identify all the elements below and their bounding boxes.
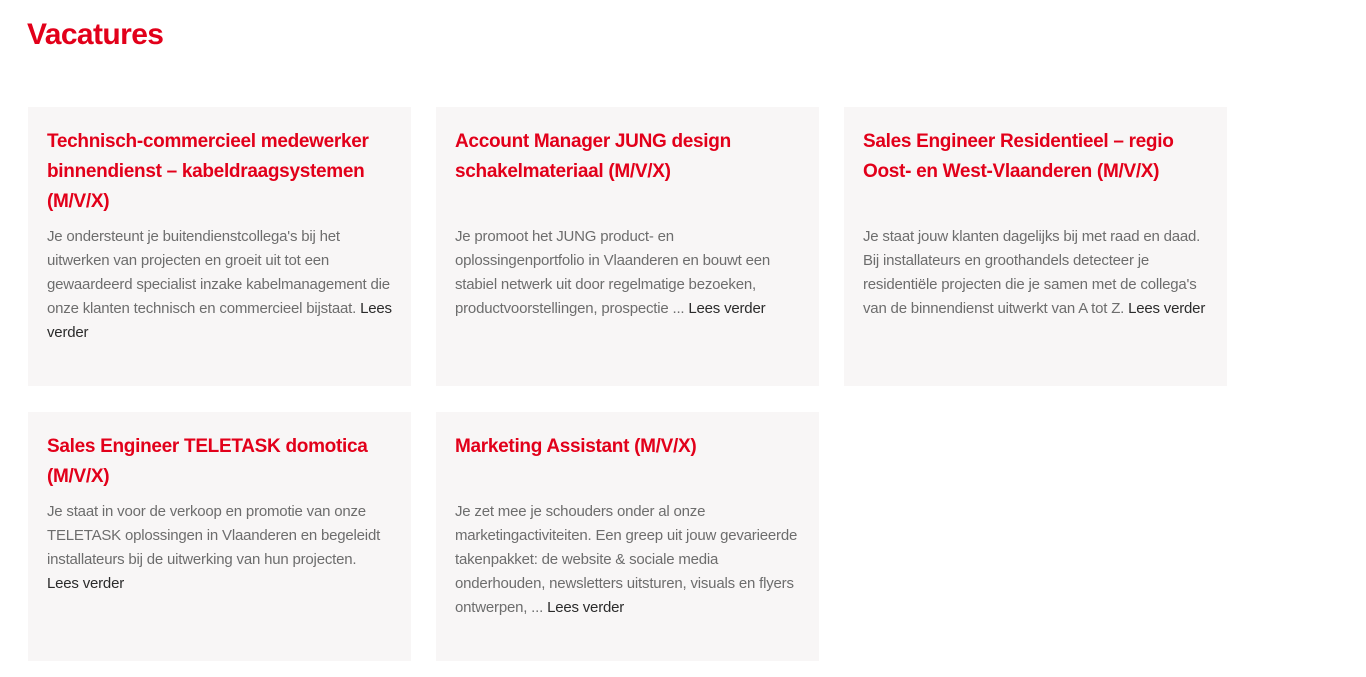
- job-description: [455, 500, 800, 620]
- read-more-link[interactable]: Lees verder: [47, 575, 125, 592]
- job-description: [47, 225, 392, 345]
- job-description-text: Je staat in voor de verkoop en promotie van onze TELETASK oplossingen in Vlaanderen en begeleidt installateurs bij de uitwerking van hun projecten.: [47, 503, 381, 568]
- job-card: [28, 107, 411, 386]
- job-title-link[interactable]: Sales Engineer Residentieel – regio Oost- en West-Vlaanderen (M/V/X): [863, 131, 1174, 182]
- job-card: [436, 412, 819, 661]
- job-description-text: Je staat jouw klanten dagelijks bij met raad en daad. Bij installateurs en groothandels detecteer je residentiële projecten die je samen met de collega's van de binnendienst uitwerkt van A tot Z.: [863, 228, 1201, 317]
- page-title: Vacatures: [27, 18, 164, 51]
- job-description-text: Je zet mee je schouders onder al onze marketingactiviteiten. Een greep uit jouw gevarieerde takenpakket: de website & sociale media onderhouden, newsletters uitsturen, visuals en flyers ontwerpen, ...: [455, 503, 798, 616]
- job-title-link[interactable]: Marketing Assistant (M/V/X): [455, 436, 697, 457]
- job-description: [863, 225, 1208, 321]
- job-title-link[interactable]: Account Manager JUNG design schakelmateriaal (M/V/X): [455, 131, 731, 182]
- job-card: [28, 412, 411, 661]
- job-description: [455, 225, 800, 321]
- read-more-link[interactable]: Lees verder: [47, 300, 392, 341]
- job-title-link[interactable]: Technisch-commercieel medewerker binnendienst – kabeldraagsystemen (M/V/X): [47, 131, 369, 212]
- job-title-link[interactable]: Sales Engineer TELETASK domotica (M/V/X): [47, 436, 368, 487]
- read-more-link[interactable]: Lees verder: [688, 300, 766, 317]
- read-more-link[interactable]: Lees verder: [547, 599, 625, 616]
- job-description: [47, 500, 392, 596]
- job-description-text: Je ondersteunt je buitendienstcollega's bij het uitwerken van projecten en groeit uit tot een gewaardeerd specialist inzake kabelmanagement die onze klanten technisch en commercieel bijstaat.: [47, 228, 390, 317]
- job-card: [436, 107, 819, 386]
- job-card: [844, 107, 1227, 386]
- job-description-text: Je promoot het JUNG product- en oplossingenportfolio in Vlaanderen en bouwt een stabiel netwerk uit door regelmatige bezoeken, productvoorstellingen, prospectie ...: [455, 228, 771, 317]
- read-more-link[interactable]: Lees verder: [1128, 300, 1206, 317]
